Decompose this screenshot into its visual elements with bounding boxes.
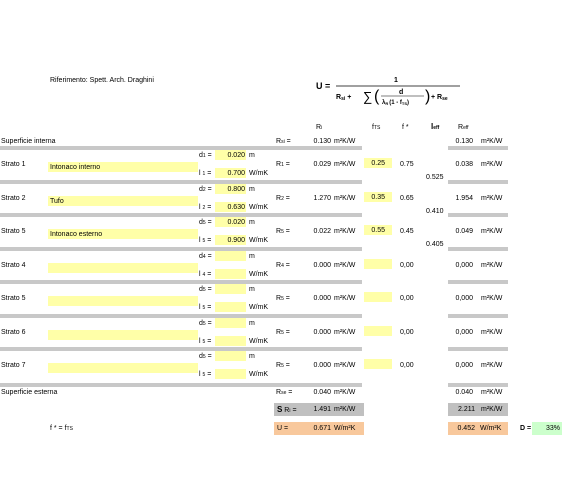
d-symbol: d [199, 286, 203, 293]
svg-text:λR(1 - fTS): λR(1 - fTS) [382, 100, 410, 106]
separator [448, 347, 508, 351]
r-value: 0.000 [313, 262, 331, 269]
header-leff: leff [431, 122, 440, 131]
reff-value: 0,000 [455, 362, 473, 369]
r-value: 0.040 [313, 389, 331, 396]
thickness-label: d4 = [199, 253, 212, 260]
r-value: 0.000 [313, 295, 331, 302]
d-label: D = [520, 425, 532, 432]
fstar-value: 0,00 [400, 262, 414, 269]
l-symbol: l [199, 237, 201, 244]
d-index: 5 [202, 220, 206, 226]
r-symbol: R [276, 362, 282, 369]
separator [0, 180, 362, 184]
fts-value: 0.25 [371, 160, 385, 167]
r-unit: m²K/W [334, 262, 356, 269]
r-symbol: R [276, 329, 282, 336]
material-name-cell[interactable] [48, 263, 198, 273]
d-symbol: d [199, 186, 203, 193]
reff-unit: m²K/W [481, 389, 503, 396]
thickness-unit: m [249, 320, 255, 327]
r-unit: m²K/W [334, 161, 356, 168]
r-value: 0.029 [313, 161, 331, 168]
thickness-value: 0.800 [227, 186, 245, 193]
leff-value: 0.525 [426, 174, 444, 181]
thickness-label: d1 = [199, 152, 212, 159]
reff-value: 0.049 [455, 228, 473, 235]
separator [0, 314, 362, 318]
svg-text:1: 1 [394, 77, 398, 84]
conductivity-unit: W/mK [249, 371, 269, 378]
layer-label: Strato 6 [1, 329, 26, 336]
l-index: 2 [202, 205, 206, 211]
svg-text:): ) [425, 88, 431, 105]
separator [448, 280, 508, 284]
d-symbol: d [199, 353, 203, 360]
reff-unit: m²K/W [481, 295, 503, 302]
reff-unit: m²K/W [481, 195, 503, 202]
fts-input[interactable] [364, 259, 392, 269]
material-name-cell[interactable] [48, 296, 198, 306]
reff-unit: m²K/W [481, 161, 503, 168]
d-symbol: d [199, 152, 203, 159]
separator [448, 383, 508, 387]
thickness-label: d5 = [199, 286, 212, 293]
r-symbol: R [276, 195, 282, 202]
reff-unit: m²K/W [481, 228, 503, 235]
conductivity-unit: W/mK [249, 304, 269, 311]
r-index: 5 [281, 296, 284, 302]
l-index: 5 [202, 372, 206, 378]
conductivity-unit: W/mK [249, 338, 269, 345]
thickness-unit: m [249, 219, 255, 226]
conductivity-label: l 1 = [199, 170, 212, 177]
svg-text:U =: U = [316, 81, 331, 91]
r-index: 4 [281, 263, 284, 269]
header-fts: fTS [372, 124, 381, 131]
fstar-value: 0.65 [400, 195, 414, 202]
fts-value: 0.35 [371, 194, 385, 201]
u-label: U = [277, 425, 289, 432]
leff-value: 0.405 [426, 241, 444, 248]
l-symbol: l [199, 204, 201, 211]
r-unit: m²K/W [334, 138, 356, 145]
thickness-value: 0.020 [227, 219, 245, 226]
d-index: 4 [202, 254, 206, 260]
thickness-unit: m [249, 186, 255, 193]
header-ri: Ri [316, 124, 323, 131]
thickness-label: d5 = [199, 219, 212, 226]
reff-value: 0.038 [455, 161, 473, 168]
layer-label: Strato 5 [1, 295, 26, 302]
r-unit: m²K/W [334, 195, 356, 202]
r-unit: m²K/W [334, 389, 356, 396]
material-name: Intonaco esterno [50, 231, 103, 238]
svg-text:+ Rse: + Rse [431, 94, 448, 102]
header-fstar: f * [402, 124, 409, 131]
layer-label: Strato 7 [1, 362, 26, 369]
l-index: 5 [202, 339, 206, 345]
layer-label: Strato 2 [1, 195, 26, 202]
r-value: 0.000 [313, 362, 331, 369]
r-index: 2 [281, 196, 284, 202]
layer-label: Strato 1 [1, 161, 26, 168]
r-label: Rsi = [276, 138, 291, 145]
fstar-value: 0.45 [400, 228, 414, 235]
reference-text: Riferimento: Spett. Arch. Draghini [50, 77, 154, 84]
u-unit: W/m²K [334, 425, 356, 432]
sum-ri-label: S Ri = [277, 405, 297, 414]
thickness-input[interactable] [215, 251, 246, 261]
conductivity-input[interactable] [215, 269, 246, 279]
l-index: 1 [202, 171, 206, 177]
sum-reff-unit: m²K/W [481, 406, 503, 413]
r-symbol: R [276, 295, 282, 302]
separator [0, 213, 362, 217]
fts-value: 0.55 [371, 227, 385, 234]
thickness-unit: m [249, 152, 255, 159]
conductivity-value: 0.900 [227, 237, 245, 244]
conductivity-unit: W/mK [249, 204, 269, 211]
r-label: R1 = [276, 161, 290, 168]
material-name: Tufo [50, 198, 64, 205]
thickness-label: d5 = [199, 320, 212, 327]
conductivity-label: l 4 = [199, 271, 212, 278]
d-symbol: d [199, 253, 203, 260]
d-index: 5 [202, 287, 206, 293]
reff-value: 0,000 [455, 329, 473, 336]
r-value: 0.022 [313, 228, 331, 235]
l-index: 5 [202, 305, 206, 311]
reff-value: 0.040 [455, 389, 473, 396]
material-name-cell[interactable] [48, 363, 198, 373]
row-label: Superficie esterna [1, 389, 58, 396]
fts-input[interactable] [364, 292, 392, 302]
separator [448, 247, 508, 251]
conductivity-label: l 5 = [199, 371, 212, 378]
conductivity-value: 0.700 [227, 170, 245, 177]
fstar-value: 0,00 [400, 295, 414, 302]
r-unit: m²K/W [334, 362, 356, 369]
reff-value: 0.130 [455, 138, 473, 145]
reff-value: 1.954 [455, 195, 473, 202]
separator [0, 247, 362, 251]
conductivity-input[interactable] [215, 369, 246, 379]
r-symbol: R [276, 262, 282, 269]
u-formula [314, 72, 474, 114]
material-name: Intonaco interno [50, 164, 101, 171]
r-label: R5 = [276, 329, 290, 336]
layer-label: Strato 4 [1, 262, 26, 269]
fts-input[interactable] [364, 359, 392, 369]
separator [448, 146, 508, 150]
r-label: Rse = [276, 389, 293, 396]
separator [448, 180, 508, 184]
svg-text:∑: ∑ [363, 89, 373, 104]
l-index: 5 [202, 238, 206, 244]
conductivity-unit: W/mK [249, 237, 269, 244]
leff-value: 0.410 [426, 208, 444, 215]
material-name-cell[interactable] [48, 330, 198, 340]
r-unit: m²K/W [334, 228, 356, 235]
material-name-cell[interactable] [48, 196, 198, 206]
r-label: R5 = [276, 362, 290, 369]
thickness-unit: m [249, 353, 255, 360]
conductivity-input[interactable] [215, 336, 246, 346]
reff-unit: m²K/W [481, 362, 503, 369]
r-symbol: R [276, 228, 282, 235]
reff-value: 0,000 [455, 262, 473, 269]
thickness-unit: m [249, 253, 255, 260]
reff-unit: m²K/W [481, 262, 503, 269]
separator [448, 213, 508, 217]
l-symbol: l [199, 271, 201, 278]
svg-text:d: d [399, 89, 404, 96]
r-index: 5 [281, 229, 284, 235]
sum-ri-value: 1.491 [313, 406, 331, 413]
r-value: 0.000 [313, 329, 331, 336]
thickness-unit: m [249, 286, 255, 293]
fstar-note: f * = fTS [50, 425, 73, 432]
conductivity-unit: W/mK [249, 271, 269, 278]
conductivity-unit: W/mK [249, 170, 269, 177]
r-unit: m²K/W [334, 329, 356, 336]
thickness-label: d2 = [199, 186, 212, 193]
thickness-value: 0.020 [227, 152, 245, 159]
r-symbol: R [276, 161, 282, 168]
r-label: R5 = [276, 295, 290, 302]
d-symbol: d [199, 219, 203, 226]
svg-text:(: ( [374, 88, 380, 105]
conductivity-label: l 5 = [199, 304, 212, 311]
d-index: 2 [202, 187, 206, 193]
d-index: 5 [202, 354, 206, 360]
separator [448, 314, 508, 318]
d-symbol: d [199, 320, 203, 327]
r-index: 1 [281, 162, 284, 168]
thickness-input[interactable] [215, 351, 246, 361]
thickness-label: d5 = [199, 353, 212, 360]
r-index: 5 [281, 363, 284, 369]
fstar-value: 0,00 [400, 329, 414, 336]
reff-unit: m²K/W [481, 138, 503, 145]
sum-ri-unit: m²K/W [334, 406, 356, 413]
reff-value: 0,000 [455, 295, 473, 302]
l-symbol: l [199, 170, 201, 177]
separator [0, 383, 362, 387]
layer-label: Strato 5 [1, 228, 26, 235]
l-symbol: l [199, 338, 201, 345]
conductivity-label: l 5 = [199, 237, 212, 244]
reff-unit: m²K/W [481, 329, 503, 336]
r-label: R5 = [276, 228, 290, 235]
r-unit: m²K/W [334, 295, 356, 302]
separator [0, 146, 362, 150]
conductivity-input[interactable] [215, 302, 246, 312]
d-value: 33% [545, 425, 560, 432]
ueff-value: 0.452 [457, 425, 475, 432]
d-index: 1 [202, 153, 206, 159]
u-value: 0.671 [313, 425, 331, 432]
r-index: 5 [281, 330, 284, 336]
r-label: R2 = [276, 195, 290, 202]
row-label: Superficie interna [1, 138, 56, 145]
fts-input[interactable] [364, 326, 392, 336]
conductivity-label: l 5 = [199, 338, 212, 345]
conductivity-label: l 2 = [199, 204, 212, 211]
r-value: 0.130 [313, 138, 331, 145]
l-symbol: l [199, 371, 201, 378]
sum-reff-value: 2.211 [458, 406, 475, 413]
l-symbol: l [199, 304, 201, 311]
separator [0, 347, 362, 351]
thickness-input[interactable] [215, 284, 246, 294]
header-reff: Reff [458, 124, 469, 131]
thickness-input[interactable] [215, 318, 246, 328]
svg-text:Rsi+: Rsi + [336, 94, 352, 102]
conductivity-value: 0.630 [227, 204, 245, 211]
fstar-value: 0,00 [400, 362, 414, 369]
r-value: 1.270 [313, 195, 331, 202]
l-index: 4 [202, 272, 206, 278]
r-label: R4 = [276, 262, 290, 269]
ueff-unit: W/m²K [480, 425, 502, 432]
d-index: 5 [202, 321, 206, 327]
separator [0, 280, 362, 284]
fstar-value: 0.75 [400, 161, 414, 168]
